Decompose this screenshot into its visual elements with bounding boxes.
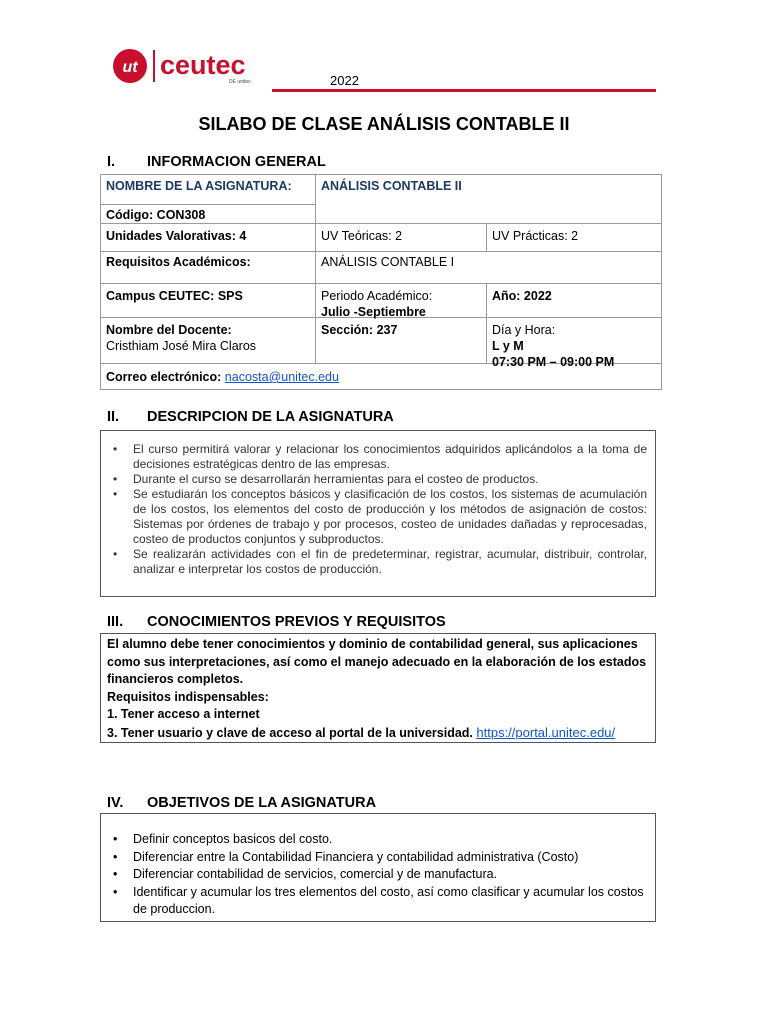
- uv-practice: UV Prácticas: 2: [492, 229, 579, 243]
- logo-sub: DE unitec: [229, 79, 251, 85]
- section-heading-description: [107, 409, 507, 429]
- header-rule: [272, 89, 656, 92]
- list-item: • Durante el curso se desarrollarán herramientas para el costeo de productos.: [101, 472, 647, 487]
- section-heading-general: [107, 154, 507, 174]
- prerequisites-box: [100, 633, 656, 743]
- schedule-label: Día y Hora:: [492, 323, 556, 337]
- list-item: • El curso permitirá valorar y relacionar los conocimientos adquiridos aplicándolos a la toma de decisiones estratégicas dentro de las empresas.: [101, 442, 647, 472]
- description-list: [101, 442, 647, 577]
- campus: Campus CEUTEC: SPS: [106, 289, 243, 303]
- requirement-3: [107, 724, 649, 743]
- description-box: [100, 430, 656, 597]
- requirements-heading: Requisitos indispensables:: [107, 689, 269, 704]
- logo-text: ceutec: [160, 50, 246, 80]
- header-year: 2022: [330, 73, 359, 88]
- teacher-name: Cristhiam José Mira Claros: [106, 339, 257, 353]
- list-item: • Definir conceptos basicos del costo.: [101, 831, 647, 849]
- email-row: [101, 366, 661, 388]
- section-number: IV.: [107, 795, 124, 811]
- prerequisites-intro: El alumno debe tener conocimientos y dominio de contabilidad general, sus aplicaciones como sus interpretaciones, así como el manejo adecuado en la elaboración de los estados financieros completos.: [107, 637, 647, 686]
- list-item: • Diferenciar contabilidad de servicios, comercial y de manufactura.: [101, 866, 647, 884]
- requirement-1: 1. Tener acceso a internet: [107, 707, 260, 721]
- teacher-label: Nombre del Docente:: [106, 323, 232, 337]
- academic-period: [316, 285, 486, 323]
- general-info-table: [100, 174, 662, 390]
- section-number: I.: [107, 154, 116, 170]
- period-value: Julio -Septiembre: [321, 305, 426, 319]
- schedule-days: L y M: [492, 339, 524, 353]
- section-number: II.: [107, 409, 120, 425]
- list-item: • Se realizarán actividades con el fin de predeterminar, registrar, acumular, distribuir, controlar, analizar e interpretar los costos de producción.: [101, 547, 647, 577]
- page-title: SILABO DE CLASE ANÁLISIS CONTABLE II: [198, 114, 570, 134]
- section-heading-prerequisites: [107, 614, 557, 634]
- logo-initials: ut: [122, 59, 138, 76]
- schedule-time: 07:30 PM – 09:00 PM: [492, 355, 615, 369]
- prerequisites-value: ANÁLISIS CONTABLE I: [321, 255, 455, 269]
- section-heading-objectives: [107, 795, 507, 815]
- portal-link[interactable]: https://portal.unitec.edu/: [476, 724, 616, 740]
- subject-name-label: NOMBRE DE LA ASIGNATURA:: [106, 179, 292, 193]
- subject-name-value: ANÁLISIS CONTABLE II: [321, 179, 462, 193]
- list-item: • Se estudiarán los conceptos básicos y clasificación de los costos, los sistemas de acumulación de los costos, los elementos del costo de producción y los métodos de asignación de costos: Sistemas por órdenes de trabajo y por procesos, costeo de unidades dañadas y reprocesadas, costeo de productos conjuntos y subproductos.: [101, 487, 647, 547]
- objectives-box: [100, 813, 656, 922]
- section-title: OBJETIVOS DE LA ASIGNATURA: [147, 795, 377, 811]
- ceutec-logo: [108, 45, 268, 87]
- credit-units: Unidades Valorativas: 4: [106, 229, 247, 243]
- list-item: • Diferenciar entre la Contabilidad Financiera y contabilidad administrativa (Costo): [101, 849, 647, 867]
- section-title: INFORMACION GENERAL: [147, 154, 326, 170]
- section-title: CONOCIMIENTOS PREVIOS Y REQUISITOS: [147, 614, 446, 630]
- section-title: DESCRIPCION DE LA ASIGNATURA: [147, 409, 394, 425]
- requirement-3-text: 3. Tener usuario y clave de acceso al portal de la universidad.: [107, 725, 473, 740]
- list-item: • Identificar y acumular los tres elementos del costo, así como clasificar y acumular los costos de produccion.: [101, 884, 647, 919]
- objectives-list: [101, 831, 647, 919]
- schedule: [487, 319, 661, 373]
- prerequisites-label: Requisitos Académicos:: [106, 255, 251, 269]
- course-code: Código: CON308: [106, 208, 206, 222]
- email-link[interactable]: nacosta@unitec.edu: [224, 370, 339, 384]
- section-number: III.: [107, 614, 124, 630]
- period-label: Periodo Académico:: [321, 289, 433, 303]
- section-number-cell: Sección: 237: [321, 323, 398, 337]
- year-cell: Año: 2022: [492, 289, 552, 303]
- email-label: Correo electrónico:: [106, 370, 222, 384]
- uv-theory: UV Teóricas: 2: [321, 229, 403, 243]
- teacher: [101, 319, 315, 357]
